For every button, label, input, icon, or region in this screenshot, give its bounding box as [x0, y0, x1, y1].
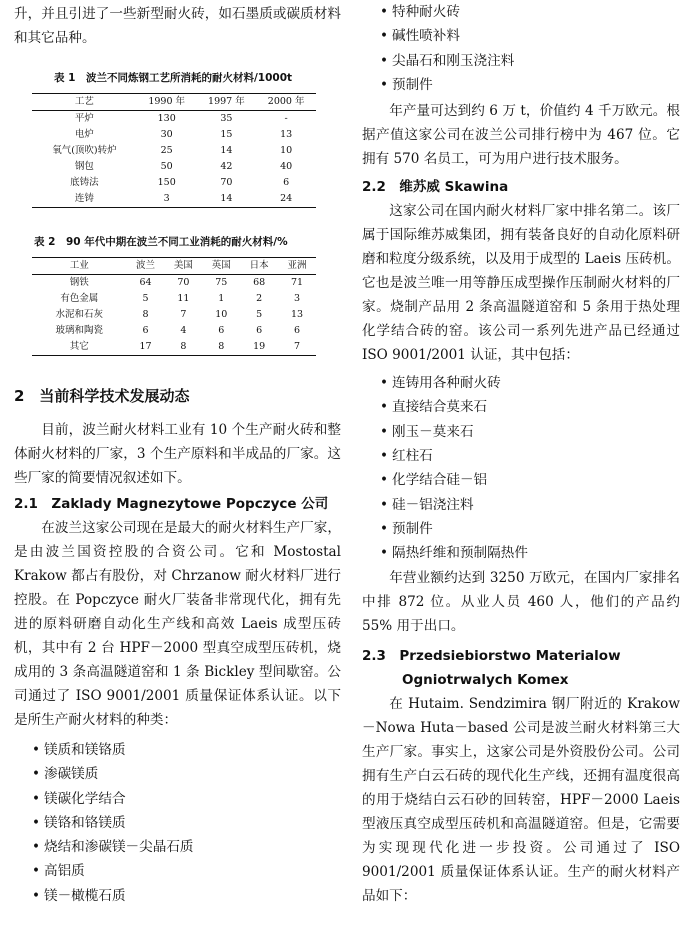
table-cell: 70 [220, 177, 233, 188]
list-item [362, 493, 680, 517]
table-cell: 氧气(顶吹)转炉 [52, 145, 117, 156]
bullet-icon: • [380, 52, 389, 69]
table-cell: 1 [218, 293, 225, 304]
table2-caption: 表 2 90 年代中期在波兰不同工业消耗的耐火材料/% [34, 236, 288, 248]
bullet-icon: • [380, 496, 389, 513]
list-item [362, 49, 680, 73]
section2-heading: 2 当前科学技术发展动态 [14, 387, 190, 405]
table-cell: 30 [160, 129, 173, 140]
table-cell: 8 [180, 341, 187, 352]
table-cell: 平炉 [74, 113, 94, 124]
sub21-paragraph: 在波兰这家公司现在是最大的耐火材料生产厂家，是由波兰国资控股的合资公司。它和 Mostostal Krakow 都占有股份，对 Chrzanow 耐火材料厂进行控股。在 Popczyce 耐火厂装备非常现代化，拥有先进的原料研磨自动化生产线和高效 Laeis 成型压砖机，其中有 2 台 HPF－2000 型真空成型压砖机，烧成用的 3 条高温隧道窑和 1 条 Bickley 型间歇窑。公司通过了 ISO 9001/2001 质量保证体系认证。以下是所生产耐火材料的种类： [14, 520, 341, 728]
table-cell: 钢铁 [69, 277, 89, 288]
list-item-text: 隔热纤维和预制隔热件 [392, 545, 528, 562]
list-item-text: 渗碳镁质 [44, 766, 99, 783]
right-bullet-list-top [362, 0, 680, 97]
list-item [14, 835, 341, 859]
table-cell: 10 [215, 309, 228, 320]
bullet-icon: • [32, 863, 41, 880]
list-item [362, 444, 680, 468]
list-item [362, 517, 680, 541]
table-cell: 64 [139, 277, 152, 288]
bullet-icon: • [380, 448, 389, 465]
list-item [14, 884, 341, 908]
left-column [14, 0, 341, 908]
table-cell: 其它 [69, 341, 89, 352]
bullet-icon: • [380, 472, 389, 489]
table2-header-cell: 工业 [69, 260, 89, 271]
list-item-text: 刚玉－莫来石 [392, 423, 474, 440]
table-cell: 2 [256, 293, 263, 304]
table-row [32, 159, 316, 175]
table1-header-cell: 工艺 [74, 96, 94, 107]
table1-header-cell: 1997 年 [208, 96, 245, 107]
list-item-text: 碱性喷补料 [392, 28, 460, 45]
table-row [32, 191, 316, 208]
table-cell: 钢包 [74, 161, 94, 172]
list-item [362, 73, 680, 97]
list-item-text: 预制件 [392, 520, 433, 537]
list-item-text: 镁铬和铬镁质 [44, 814, 126, 831]
list-item [362, 468, 680, 492]
table-cell: 68 [253, 277, 266, 288]
sub23-heading-line2: Ogniotrwalych Komex [402, 671, 569, 688]
table-cell: 7 [180, 309, 187, 320]
list-item-text: 连铸用各种耐火砖 [392, 375, 501, 392]
bullet-icon: • [380, 545, 389, 562]
list-item [14, 859, 341, 883]
table-cell: 13 [290, 309, 304, 320]
list-item [362, 420, 680, 444]
table-cell: 35 [220, 113, 233, 124]
table-cell: 电炉 [74, 129, 94, 140]
table-cell: 40 [280, 161, 293, 172]
bullet-icon: • [380, 520, 389, 537]
table-cell: 有色金属 [60, 293, 99, 304]
table-cell: 3 [294, 293, 301, 304]
list-item [362, 0, 680, 24]
list-item-text: 烧结和渗碳镁－尖晶石质 [44, 839, 194, 856]
list-item [362, 395, 680, 419]
table-cell: 14 [220, 193, 233, 204]
table1-header-cell: 1990 年 [148, 96, 186, 107]
table-cell: 17 [139, 341, 152, 352]
list-item [14, 762, 341, 786]
list-item-text: 直接结合莫来石 [392, 399, 488, 416]
table1-caption: 表 1 波兰不同炼钢工艺所消耗的耐火材料/1000t [54, 72, 293, 84]
list-item-text: 特种耐火砖 [392, 4, 460, 20]
table-cell: - [284, 113, 288, 124]
bullet-icon: • [380, 4, 389, 20]
table-row [32, 339, 316, 356]
list-item-text: 尖晶石和刚玉浇注料 [392, 52, 515, 69]
intro-paragraph: 升，并且引进了一些新型耐火砖，如石墨质或碳质材料和其它品种。 [14, 6, 341, 46]
list-item-text: 红柱石 [392, 448, 433, 465]
table-row [32, 111, 316, 128]
table-row [32, 323, 316, 339]
list-item [14, 738, 341, 762]
list-item [362, 541, 680, 565]
table-cell: 6 [283, 177, 290, 188]
table-row [32, 175, 316, 191]
table-cell: 7 [294, 341, 301, 352]
table1 [32, 93, 316, 208]
list-item [14, 811, 341, 835]
table-cell: 3 [163, 193, 170, 204]
table-cell: 连铸 [74, 193, 94, 204]
bullet-icon: • [32, 814, 41, 831]
table-cell: 6 [142, 325, 149, 336]
bullet-icon: • [32, 742, 41, 758]
table2 [32, 257, 316, 356]
table-cell: 5 [142, 293, 149, 304]
table-cell: 130 [157, 113, 176, 124]
table-cell: 10 [280, 145, 293, 156]
table-cell: 14 [220, 145, 233, 156]
para-b: 年营业额约达到 3250 万欧元，在国内厂家排名中排 872 位。从业人员 460 人，他们的产品约 55% 用于出口。 [362, 569, 680, 634]
sub22-paragraph: 这家公司在国内耐火材料厂家中排名第二。该厂属于国际维苏威集团，拥有装备良好的自动化原料研磨和粒度分级系统，以及用于成型的 Laeis 压砖机。它也是波兰唯一用等静压成型操作压制耐火材料的厂家。烧制产品用 2 条高温隧道窑和 5 条用于热处理化学结合砖的窑。该公司一系列先进产品已经通过 ISO 9001/2001 认证，其中包括： [362, 203, 680, 364]
table-cell: 150 [157, 177, 176, 188]
list-item-text: 高铝质 [44, 863, 85, 880]
bullet-icon: • [32, 887, 41, 904]
table2-header-cell: 日本 [249, 260, 269, 271]
table-cell: 70 [177, 277, 190, 288]
table-cell: 71 [290, 277, 304, 288]
table-cell: 13 [280, 129, 293, 140]
table-cell: 6 [218, 325, 225, 336]
sub23-heading-line1: 2.3 Przedsiebiorstwo Materialow [362, 647, 621, 664]
table1-header-cell: 2000 年 [267, 96, 305, 107]
right-column [362, 0, 680, 908]
list-item-text: 化学结合硅－铝 [392, 472, 488, 489]
table-cell: 11 [177, 293, 190, 304]
table-cell: 8 [142, 309, 149, 320]
bullet-icon: • [380, 399, 389, 416]
bullet-icon: • [32, 790, 41, 807]
table2-header-cell: 波兰 [136, 260, 156, 271]
table-row [32, 275, 316, 292]
bullet-icon: • [380, 423, 389, 440]
list-item [362, 371, 680, 395]
table-cell: 5 [256, 309, 263, 320]
left-bullet-list [14, 738, 341, 908]
list-item-text: 镁－橄榄石质 [44, 887, 126, 904]
table-cell: 8 [218, 341, 225, 352]
list-item [362, 24, 680, 48]
bullet-icon: • [380, 375, 389, 392]
table2-header-cell: 美国 [173, 260, 193, 271]
table-row [32, 127, 316, 143]
list-item-text: 镁质和镁铬质 [44, 742, 126, 758]
table-cell: 玻璃和陶瓷 [55, 325, 104, 336]
table-cell: 50 [160, 161, 173, 172]
sub23-paragraph: 在 Hutaim. Sendzimira 钢厂附近的 Krakow－Nowa Huta－based 公司是波兰耐火材料第三大生产厂家。事实上，这家公司是外资股份公司。公司拥有生产白云石砖的现代化生产线，还拥有温度很高的用于烧结白云石砂的回转窑，HPF－2000 Laeis 型液压真空成型压砖机和高温隧道窑。但是，它需要为实现现代化进一步投资。公司通过了 ISO 9001/2001 质量保证体系认证。生产的耐火材料产品如下： [362, 695, 680, 904]
bullet-icon: • [32, 766, 41, 783]
table-cell: 底铸法 [70, 177, 99, 188]
table-cell: 6 [294, 325, 301, 336]
sub21-heading: 2.1 Zaklady Magnezytowe Popczyce 公司 [14, 496, 329, 512]
table-row [32, 143, 316, 159]
bullet-icon: • [32, 839, 41, 856]
table-row [32, 291, 316, 307]
table-cell: 4 [180, 325, 187, 336]
table-cell: 15 [220, 129, 233, 140]
right-bullet-list-mid [362, 371, 680, 565]
para-a: 年产量可达到约 6 万 t，价值约 4 千万欧元。根据产值这家公司在波兰公司排行榜中为 467 位。它拥有 570 名员工，可为用户进行技术服务。 [362, 103, 680, 168]
list-item-text: 硅－铝浇注料 [392, 496, 474, 513]
sub22-heading: 2.2 维苏威 Skawina [362, 179, 509, 196]
list-item-text: 预制件 [392, 76, 433, 93]
table2-header-cell: 英国 [211, 260, 231, 271]
section2-paragraph: 目前，波兰耐火材料工业有 10 个生产耐火砖和整体耐火材料的厂家，3 个生产原料和半成品的厂家。这些厂家的简要情况叙述如下。 [14, 422, 341, 486]
table-cell: 42 [220, 161, 233, 172]
table-row [32, 307, 316, 323]
table-cell: 水泥和石灰 [55, 309, 104, 320]
table-cell: 75 [215, 277, 228, 288]
bullet-icon: • [380, 76, 389, 93]
table2-header-cell: 亚洲 [287, 260, 307, 271]
table-cell: 24 [280, 193, 293, 204]
bullet-icon: • [380, 28, 389, 45]
list-item-text: 镁碳化学结合 [44, 790, 126, 807]
table-cell: 19 [253, 341, 266, 352]
list-item [14, 787, 341, 811]
table-cell: 25 [160, 145, 173, 156]
table-cell: 6 [256, 325, 263, 336]
